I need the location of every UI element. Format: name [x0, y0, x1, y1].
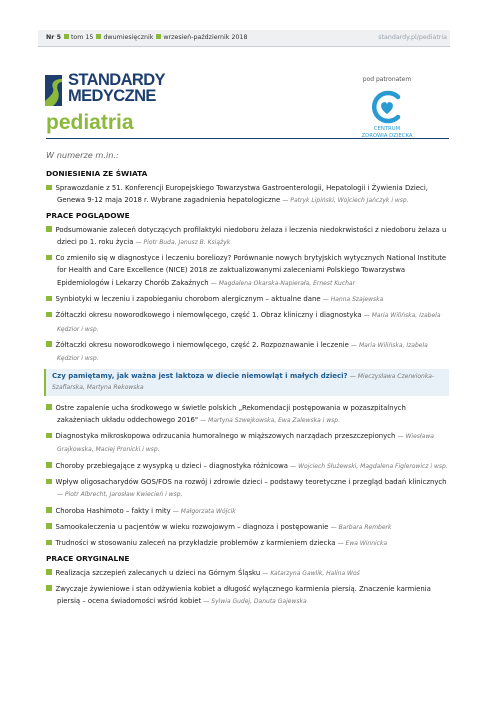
patron-name-line-1: CENTRUM [373, 126, 401, 132]
period: wrzesień-październik 2018 [163, 34, 248, 41]
toc-item-authors: — Piotr Buda, Janusz B. Książyk [135, 238, 231, 246]
bullet-square-icon [46, 185, 52, 191]
journal-title: pediatria [46, 111, 134, 134]
website-link[interactable]: standardy.pl/pediatria [378, 34, 447, 41]
toc-item-authors: — Małgorzata Wójcik [172, 507, 236, 515]
section-title-prace-pogladowe: PRACE POGLĄDOWE [46, 210, 130, 220]
bullet-square-icon [46, 507, 52, 513]
highlighted-article[interactable] [44, 369, 449, 396]
toc-item-title: Samookaleczenia u pacjentów w wieku rozwojowym – diagnoza i postępowanie [55, 522, 329, 531]
toc-item-authors: — Hanna Szajewska [322, 296, 384, 304]
bullet-square-icon [46, 341, 52, 347]
bullet-square-icon [96, 34, 101, 39]
section-title-doniesienia: DONIESIENIA ZE ŚWIATA [46, 169, 148, 178]
toc-item[interactable] [46, 567, 449, 580]
bullet-square-icon [64, 34, 69, 39]
toc-item[interactable] [46, 537, 449, 550]
bullet-square-icon [46, 433, 52, 439]
toc-item-authors: — Martyna Szwejkowska, Ewa Zalewska i wsp. [200, 416, 340, 424]
toc-item-title: Realizacja szczepień zalecanych u dzieci na Górnym Śląsku [55, 568, 261, 577]
bullet-square-icon [156, 34, 161, 39]
toc-item-authors: — Katarzyna Gawlik, Halina Woś [262, 569, 360, 577]
toc-item-title: Żółtaczki okresu noworodkowego i niemowlęcego, część 2. Rozpoznawanie i leczenie [55, 340, 349, 349]
bullet-square-icon [46, 296, 52, 302]
volume: tom 15 [70, 34, 94, 41]
toc-item-authors: — Magdalena Okarska-Napierała, Ernest Kuchar [210, 279, 356, 287]
table-of-contents [46, 150, 449, 611]
toc-item[interactable] [46, 182, 449, 208]
toc-item[interactable] [46, 224, 449, 250]
patron-name-line-2: ZDROWIA DZIECKA [361, 133, 413, 139]
logo-line-1: STANDARDY [68, 71, 165, 89]
highlighted-article-title: Czy pamiętamy, jak ważna jest laktoza w diecie niemowląt i małych dzieci? [52, 371, 348, 380]
toc-item[interactable] [46, 293, 449, 306]
toc-intro: W numerze m.in.: [46, 150, 119, 160]
frequency: dwumiesięcznik [103, 34, 154, 41]
toc-item-authors: — Wiesława Grajkowska, Maciej Pronicki i wsp. [57, 433, 434, 454]
toc-item-title: Synbiotyki w leczeniu i zapobieganiu chorobom alergicznym – aktualne dane [55, 295, 321, 304]
bullet-square-icon [46, 404, 52, 410]
issue-info [46, 34, 247, 41]
toc-item-title: Diagnostyka mikroskopowa odrzucania humoralnego w miąższowych narządach przeszczepionych [55, 432, 396, 441]
bullet-square-icon [46, 569, 52, 575]
patronage-label: pod patronatem [362, 76, 412, 83]
toc-item[interactable] [46, 505, 449, 518]
toc-item-authors: — Sylwia Gudej, Danuta Gajewska [203, 598, 307, 606]
toc-item-title: Wpływ oligosacharydów GOS/FOS na rozwój i zdrowie dzieci – podstawy teoretyczne i przegląd badań klinicznych [55, 478, 447, 487]
toc-item-title: Sprawozdanie z 51. Konferencji Europejskiego Towarzystwa Gastroenterologii, Hepatologii i Żywienia Dzieci, Genewa 9-12 maja 2018 r. Wybrane zagadnienia hepatologiczne [55, 184, 428, 205]
toc-item[interactable] [46, 309, 449, 336]
toc-item-title: Podsumowanie zaleceń dotyczących profilaktyki niedoboru żelaza i leczenia niedokrwistości z niedoboru żelaza u dzieci po 1. roku życia [55, 225, 447, 246]
toc-item-authors: — Ewa Winnicka [337, 540, 388, 548]
toc-item-title: Żółtaczki okresu noworodkowego i niemowlęcego, część 1. Obraz kliniczny i diagnostyka [55, 311, 362, 320]
patronage-block [352, 76, 422, 140]
bullet-square-icon [46, 479, 52, 485]
header-divider [46, 138, 449, 139]
toc-item-authors: — Patryk Lipiński, Wojciech Jańczyk i wsp. [282, 197, 409, 205]
logo-s-mark-icon [45, 75, 62, 106]
logo-wordmark [68, 73, 165, 104]
logo-line-2: MEDYCZNE [68, 86, 156, 105]
highlighted-article-authors: — Mieczysława Czerwionka-Szaflarska, Martyna Rekowska [52, 372, 435, 392]
toc-item[interactable] [46, 476, 449, 502]
centrum-zdrowia-dziecka-logo-icon [369, 89, 405, 125]
toc-item[interactable] [46, 583, 449, 609]
toc-item[interactable] [46, 252, 449, 290]
bullet-square-icon [46, 523, 52, 529]
toc-item-title: Zwyczaje żywieniowe i stan odżywienia kobiet a długość wyłącznego karmienia piersią. Znaczenie karmienia piersią – ocena świadomości wśród kobiet [55, 584, 431, 606]
toc-item-authors: — Maria Wilińska, Izabela Kędzior i wsp. [57, 312, 441, 333]
toc-item-title: Ostre zapalenie ucha środkowego w świetle polskich „Rekomendacji postępowania w pozaszpitalnych zakażeniach układu oddechowego 2016" [55, 403, 406, 424]
toc-item-authors: — Wojciech Służewski, Magdalena Figlerowicz i wsp. [290, 462, 448, 470]
toc-item-title: Choroby przebiegające z wysypką u dzieci – diagnostyka różnicowa [55, 461, 288, 470]
toc-item-title: Choroba Hashimoto – fakty i mity [55, 506, 171, 515]
toc-item-authors: — Piotr Albrecht, Jarosław Kwiecień i wsp. [57, 491, 183, 499]
section-title-prace-oryginalne: PRACE ORYGINALNE [46, 553, 130, 563]
bullet-square-icon [46, 226, 52, 232]
bullet-square-icon [46, 462, 52, 468]
toc-item[interactable] [46, 339, 449, 366]
bullet-square-icon [46, 585, 52, 591]
bullet-square-icon [46, 540, 52, 546]
toc-item[interactable] [46, 430, 449, 457]
toc-item-title: Co zmieniło się w diagnostyce i leczeniu boreliozy? Porównanie nowych brytyjskich wytycznych National Institute for Health and Care Excellence (NICE) 2018 ze zaktualizowanymi zaleceniami Polskiego Towarzystwa Epidemiologów i Lekarzy Chorób Zakaźnych [55, 254, 447, 287]
toc-item[interactable] [46, 521, 449, 534]
toc-item-title: Trudności w stosowaniu zaleceń na przykładzie problemów z karmieniem dziecka [55, 539, 336, 548]
top-info-bar [38, 30, 450, 47]
bullet-square-icon [46, 312, 52, 318]
toc-item-authors: — Maria Wilińska, Izabela Kędzior i wsp. [57, 341, 428, 363]
toc-item-authors: — Barbara Remberk [330, 523, 392, 531]
toc-item[interactable] [46, 460, 449, 473]
issue-number: Nr 5 [46, 34, 61, 41]
toc-item[interactable] [46, 402, 449, 428]
bullet-square-icon [46, 255, 52, 261]
